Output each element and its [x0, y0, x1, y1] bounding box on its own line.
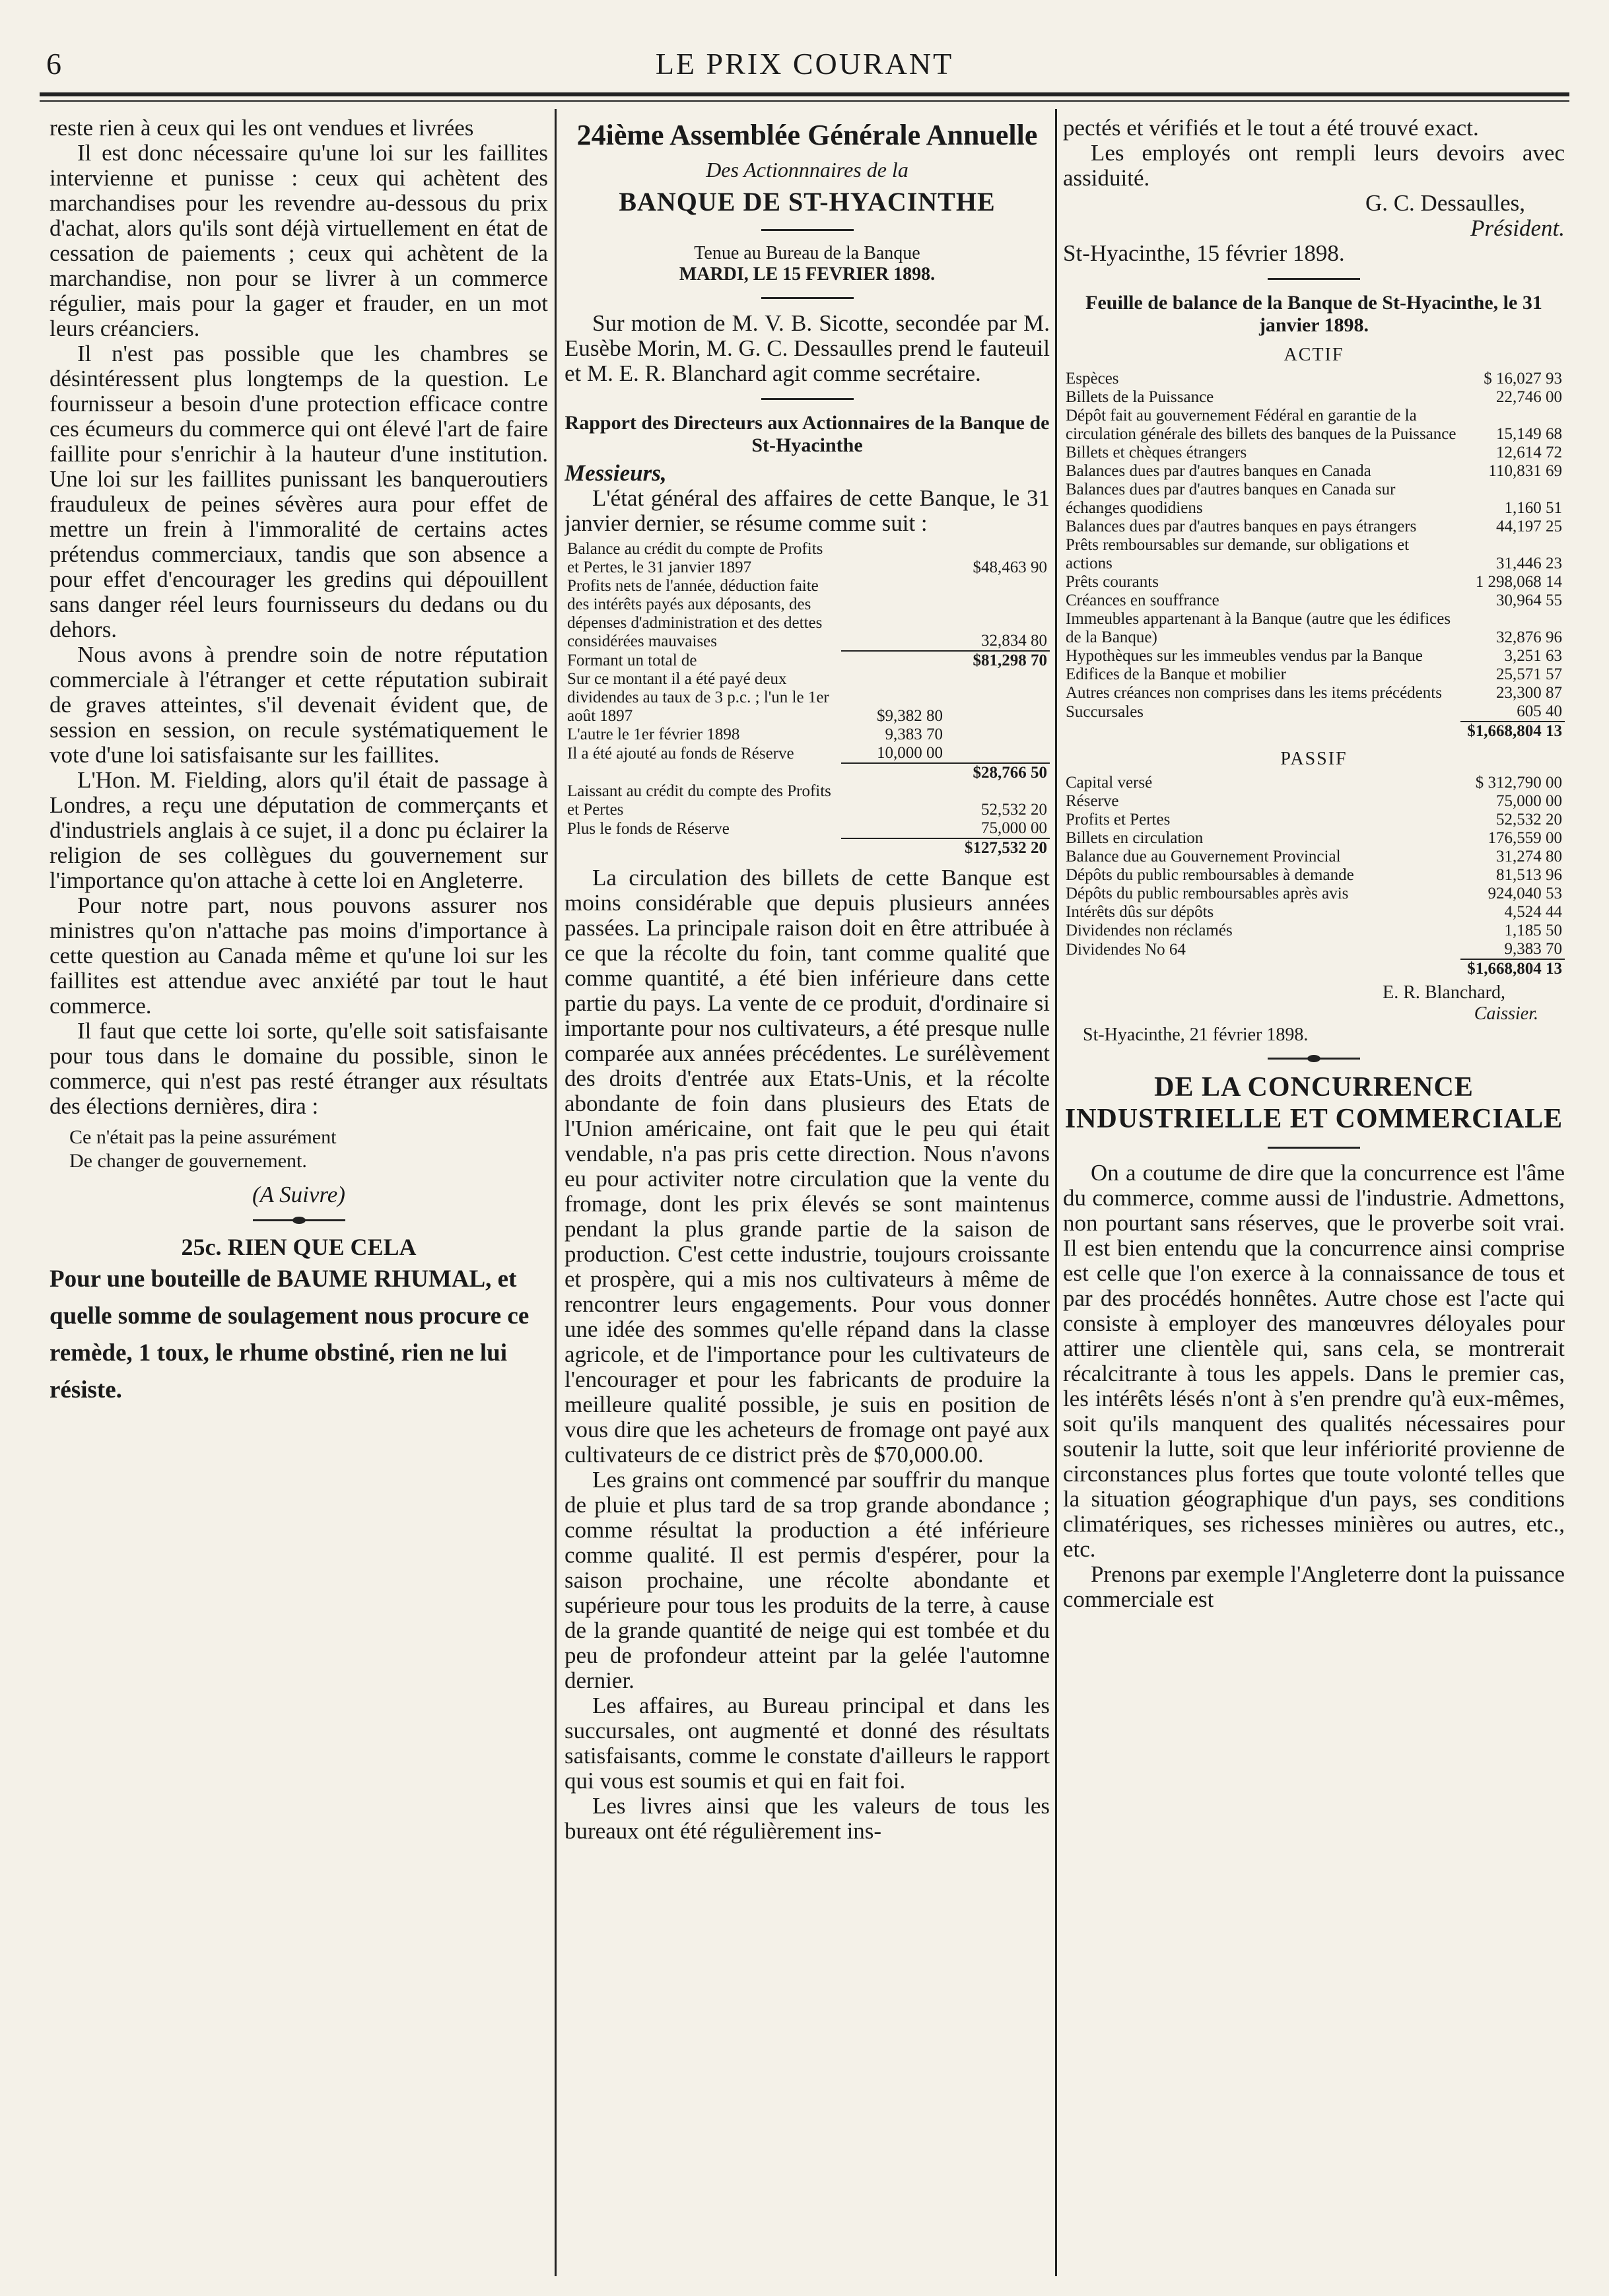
table-row: [1063, 829, 1565, 848]
paragraph: Prenons par exemple l'Angleterre dont la puissance commerciale est: [1063, 1561, 1565, 1612]
row-label: Espèces: [1066, 370, 1119, 388]
row-label: Hypothèques sur les immeubles vendus par la Banque: [1066, 647, 1423, 665]
assembly-subtitle: Des Actionnnaires de la: [706, 158, 908, 182]
table-row: [1063, 866, 1565, 885]
row-amount: 15,149 68: [1496, 425, 1562, 443]
row-amount: 1,160 51: [1504, 499, 1562, 517]
paragraph: pectés et vérifiés et le tout a été trouvé exact.: [1063, 116, 1479, 141]
row-subamount: [841, 763, 945, 782]
verse-line: Ce n'était pas la peine assurément: [69, 1126, 337, 1148]
row-amount: 1,185 50: [1504, 922, 1562, 939]
row-amount: 30,964 55: [1496, 591, 1562, 609]
table-row: [1063, 388, 1565, 407]
row-amount: 924,040 53: [1488, 885, 1562, 902]
table-row: [565, 838, 1050, 858]
cashier-date: St-Hyacinthe, 21 février 1898.: [1083, 1025, 1309, 1045]
row-amount: [945, 744, 1050, 763]
signature-name: G. C. Dessaulles,: [1365, 190, 1525, 216]
separator: [253, 1219, 345, 1221]
paragraph: Il faut que cette loi sorte, qu'elle soit satisfaisante pour tous dans le domaine du possible, sinon le commerce, qui n'est pas resté étranger aux résultats des élections dernières, dira :: [50, 1018, 548, 1119]
row-label: Capital versé: [1066, 774, 1153, 792]
total-label: [1063, 722, 1460, 741]
table-row: [1063, 702, 1565, 722]
row-label: Dépôts du public remboursables à demande: [1066, 866, 1354, 884]
total-label: [1063, 959, 1460, 978]
row-amount: 9,383 70: [1504, 940, 1562, 958]
table-row: [1063, 792, 1565, 811]
signature-title: Président.: [1470, 215, 1565, 241]
table-row: [1063, 885, 1565, 903]
assets-table: [1063, 370, 1565, 741]
table-row: [1063, 536, 1565, 573]
row-amount: 1 298,068 14: [1475, 573, 1562, 591]
column-right: [1063, 116, 1565, 2270]
row-label: Profits nets de l'année, déduction faite des intérêts payés aux déposants, des dépenses d'administration et des dettes considérées mauvaises: [567, 577, 823, 650]
row-label: Dividendes No 64: [1066, 941, 1186, 959]
cashier-title: Caissier.: [1474, 1003, 1538, 1024]
row-label: Laissant au crédit du compte des Profits et Pertes: [567, 782, 831, 819]
column-divider: [555, 109, 557, 2276]
row-label: Billets de la Puissance: [1066, 388, 1214, 406]
balance-sheet-title: Feuille de balance de la Banque de St-Hyacinthe, le 31 janvier 1898.: [1085, 292, 1542, 336]
separator: [1268, 1058, 1360, 1060]
table-row: [1063, 848, 1565, 866]
row-label: Dividendes non réclamés: [1066, 922, 1233, 939]
table-row: [1063, 370, 1565, 388]
column-left: [50, 116, 548, 2270]
salutation: Messieurs,: [565, 460, 667, 486]
cashier-name: E. R. Blanchard,: [1383, 982, 1505, 1003]
row-subamount: [841, 782, 945, 819]
row-amount: [945, 726, 1050, 744]
verse-line: De changer de gouvernement.: [69, 1150, 307, 1172]
row-amount: 75,000 00: [981, 819, 1047, 837]
row-amount: $28,766 50: [945, 763, 1050, 782]
row-label: Il a été ajouté au fonds de Réserve: [567, 745, 794, 762]
bank-name: BANQUE DE ST-HYACINTHE: [619, 187, 996, 217]
row-amount: 32,834 80: [981, 632, 1047, 650]
to-be-continued: (A Suivre): [252, 1182, 345, 1207]
row-amount: 12,614 72: [1496, 444, 1562, 461]
table-row: [565, 819, 1050, 838]
row-amount: 22,746 00: [1496, 388, 1562, 406]
row-amount: 110,831 69: [1488, 462, 1562, 480]
paragraph: Il n'est pas possible que les chambres se désintéressent plus longtemps de la question. Le fournisseur a besoin d'une protection efficace contre ces écumeurs du commerce qui ont élevé l'art de faire faillite pour s'enrichir à la hauteur d'une institution. Une loi sur les faillites punissant les banqueroutiers frauduleux de peines sévères aura pour effet de mettre un frein à l'immoralité de certains actes prétendus commerciaux, tandis que son absence a pour effet d'encourager les gredins qui dépouillent sans danger réel leurs fournisseurs du dedans ou du dehors.: [50, 341, 548, 642]
column-middle: [565, 116, 1050, 2270]
table-row: [1063, 591, 1565, 610]
paragraph: reste rien à ceux qui les ont vendues et livrées: [50, 116, 474, 141]
table-row: [1063, 684, 1565, 702]
table-row: [1063, 573, 1565, 591]
profit-loss-table: [565, 540, 1050, 858]
verse-quote: [69, 1126, 548, 1173]
row-amount: $81,298 70: [945, 651, 1050, 670]
separator: [761, 229, 854, 231]
table-row: [1063, 774, 1565, 792]
row-label: Balance due au Gouvernement Provincial: [1066, 848, 1341, 865]
article-title: DE LA CONCURRENCE INDUSTRIELLE ET COMMERCIALE: [1064, 1072, 1563, 1134]
row-label: Billets en circulation: [1066, 829, 1204, 847]
table-row: [1063, 407, 1565, 444]
total-row: [1063, 959, 1565, 978]
table-row: [1063, 481, 1565, 518]
row-amount: 52,532 20: [981, 801, 1047, 819]
ad-title: 25c. RIEN QUE CELA: [181, 1234, 417, 1260]
table-row: [1063, 462, 1565, 481]
row-label: Dépôts du public remboursables après avis: [1066, 885, 1349, 902]
table-row: [1063, 610, 1565, 647]
row-subamount: $9,382 80: [877, 707, 943, 725]
row-label: Billets et chèques étrangers: [1066, 444, 1247, 461]
header-rule: [40, 92, 1569, 96]
row-label: Balance au crédit du compte de Profits et Pertes, le 31 janvier 1897: [567, 540, 823, 576]
row-amount: 4,524 44: [1504, 903, 1562, 921]
signature-place: St-Hyacinthe, 15 février 1898.: [1063, 240, 1345, 266]
row-label: Formant un total de: [567, 652, 697, 669]
paragraph: La circulation des billets de cette Banque est moins considérable que depuis plusieurs années passées. La principale raison doit en être attribuée à ce que la récolte du foin, tant comme qualité que comme quantité, a été bien inférieure dans cette partie du pays. La vente de ce produit, d'ordinaire si importante pour nos cultivateurs, a été presque nulle comparée aux années précédentes. Le surélèvement des droits d'entrée aux Etats-Unis, et la récolte abondante de foin dans plusieurs des Etats de l'Union américaine, ont fait que le peu qui était vendable, n'a pas pris cette direction. Nous n'avons eu pour activiter notre circulation que la vente du fromage, dont les prix élevés se sont maintenus pendant la plus grande partie de la saison de production. C'est cette industrie, toujours croissante et prospère, qui a mis nos cultivateurs à même de rencontrer leurs engagements. Pour vous donner une idée des sommes qu'elle répand dans la classe agricole, et de l'importance pour les cultivateurs de l'encourager et pour les fabricants de produire la meilleure qualité possible, je suis en position de vous dire que les acheteurs de fromage ont payé aux cultivateurs de ce district près de $70,000.00.: [565, 865, 1050, 1468]
paragraph: Les employés ont rempli leurs devoirs avec assiduité.: [1063, 140, 1565, 191]
liabilities-heading: PASSIF: [1280, 749, 1348, 769]
row-amount: $ 312,790 00: [1475, 774, 1562, 792]
row-label: Créances en souffrance: [1066, 591, 1219, 609]
paragraph: L'Hon. M. Fielding, alors qu'il était de passage à Londres, a reçu une députation de commerçants et d'industriels anglais à ce sujet, il a donc pu éclairer la religion de ses collègues du gouvernement sur l'importance qu'on attache à cette loi en Angleterre.: [50, 767, 548, 893]
row-amount: 32,876 96: [1496, 628, 1562, 646]
row-label: Prêts courants: [1066, 573, 1159, 591]
row-label: Autres créances non comprises dans les items précédents: [1066, 684, 1442, 702]
table-row: [565, 670, 1050, 726]
row-amount: 75,000 00: [1496, 792, 1562, 810]
row-subamount: [841, 577, 945, 651]
table-row: [565, 782, 1050, 819]
row-amount: 31,274 80: [1496, 848, 1562, 865]
row-subamount: [841, 819, 945, 838]
ad-body: Pour une bouteille de BAUME RHUMAL, et quelle somme de soulagement nous procure ce remède, 1 toux, le rhume obstiné, rien ne lui résiste.: [50, 1266, 530, 1403]
row-amount: 3,251 63: [1504, 647, 1562, 665]
header-rule-thin: [40, 100, 1569, 102]
row-label: Profits et Pertes: [1066, 811, 1171, 828]
row-label: Balances dues par d'autres banques en Canada sur échanges quodidiens: [1066, 481, 1396, 517]
paragraph: Il est donc nécessaire qu'une loi sur les faillites intervienne et punisse : ceux qui achètent des marchandises pour les revendre au-dessous du prix d'achat, alors qu'ils sont déjà virtuellement en état de cessation de paiements ; ceux qui achètent de la marchandise, non pour se livrer à un commerce régulier, mais pour la gager et frauder, en un mot leurs créanciers.: [50, 140, 548, 341]
separator: [761, 398, 854, 400]
table-row: [1063, 922, 1565, 940]
newspaper-title: LE PRIX COURANT: [655, 47, 954, 81]
liabilities-table: [1063, 774, 1565, 978]
meeting-location: Tenue au Bureau de la Banque: [694, 243, 920, 263]
row-amount: 31,446 23: [1496, 555, 1562, 572]
table-row: [565, 763, 1050, 782]
total-row: [1063, 722, 1565, 741]
paragraph: Les affaires, au Bureau principal et dans les succursales, ont augmenté et donné des résultats satisfaisants, comme le constate d'ailleurs le rapport qui vous est soumis et qui en fait foi.: [565, 1693, 1050, 1794]
total-amount: $1,668,804 13: [1460, 959, 1565, 978]
table-row: [565, 744, 1050, 763]
row-amount: 23,300 87: [1496, 684, 1562, 702]
separator: [761, 297, 854, 299]
table-row: [1063, 647, 1565, 665]
row-subamount: [841, 651, 945, 670]
table-row: [565, 651, 1050, 670]
row-amount: $127,532 20: [945, 838, 1050, 858]
table-row: [1063, 665, 1565, 684]
row-amount: 52,532 20: [1496, 811, 1562, 828]
table-row: [565, 540, 1050, 577]
table-row: [1063, 811, 1565, 829]
table-row: [1063, 940, 1565, 959]
paragraph: Les grains ont commencé par souffrir du manque de pluie et plus tard de sa trop grande abondance ; comme résultat la production a été inférieure comme qualité. Il est permis d'espérer, pour la saison prochaine, une récolte abondante et supérieure pour tous les produits de la terre, à cause de la grande quantité de neige qui est tombée et du peu de profondeur atteint par la gelée l'automne dernier.: [565, 1467, 1050, 1693]
row-label: Succursales: [1066, 703, 1144, 721]
table-row: [1063, 903, 1565, 922]
paragraph: Nous avons à prendre soin de notre réputation commerciale à l'étranger et cette réputation subirait de graves atteintes, s'il devenait évident que, de session en session, on recule systématiquement le vote d'une loi satisfaisante sur les faillites.: [50, 642, 548, 768]
motion-paragraph: Sur motion de M. V. B. Sicotte, secondée par M. Eusèbe Morin, M. G. C. Dessaulles prend le fauteuil et M. E. R. Blanchard agit comme secrétaire.: [565, 310, 1050, 386]
row-label: Prêts remboursables sur demande, sur obligations et actions: [1066, 536, 1410, 572]
row-label: Edifices de la Banque et mobilier: [1066, 665, 1286, 683]
table-row: [1063, 518, 1565, 536]
report-title: Rapport des Directeurs aux Actionnaires de la Banque de St-Hyacinthe: [565, 412, 1050, 456]
row-label: Balances dues par d'autres banques en Canada: [1066, 462, 1371, 480]
separator: [1268, 278, 1360, 280]
row-amount: 605 40: [1517, 702, 1562, 720]
row-label: Dépôt fait au gouvernement Fédéral en garantie de la circulation générale des billets des banques de la Puissance: [1066, 407, 1456, 443]
row-amount: 44,197 25: [1496, 518, 1562, 535]
row-subamount: 9,383 70: [885, 726, 943, 743]
row-amount: 25,571 57: [1496, 665, 1562, 683]
assembly-title: 24ième Assemblée Générale Annuelle: [576, 119, 1038, 151]
row-label: [565, 763, 841, 782]
row-amount: 81,513 96: [1496, 866, 1562, 884]
row-subamount: [841, 838, 945, 858]
table-row: [1063, 444, 1565, 462]
row-subamount: [841, 540, 945, 577]
row-label: [565, 838, 841, 858]
column-divider: [1055, 109, 1057, 2276]
row-label: L'autre le 1er février 1898: [567, 726, 740, 743]
row-label: Réserve: [1066, 792, 1119, 810]
row-label: Balances dues par d'autres banques en pays étrangers: [1066, 518, 1417, 535]
page-number: 6: [46, 47, 61, 81]
paragraph: Les livres ainsi que les valeurs de tous les bureaux ont été régulièrement ins-: [565, 1793, 1050, 1844]
row-amount: 176,559 00: [1488, 829, 1562, 847]
table-row: [565, 577, 1050, 651]
report-intro: L'état général des affaires de cette Banque, le 31 janvier dernier, se résume comme suit :: [565, 485, 1050, 536]
paragraph: On a coutume de dire que la concurrence est l'âme du commerce, comme aussi de l'industrie. Admettons, non pourtant sans réserves, que le proverbe soit vrai. Il est bien entendu que la concurrence ainsi comprise est celle que l'on exerce à la connaissance de tous et par des procédés honnêtes. Autre chose est l'acte qui consiste à employer des manœuvres déloyales pour attirer une clientèle qui, sans cela, se montrerait récalcitrante à tous les appels. Dans le premier cas, les intérêts lésés n'ont à s'en prendre qu'à eux-mêmes, soit qu'ils manquent des qualités nécessaires pour soutenir la lutte, soit que leur infériorité provienne de circonstances plus fortes que toute volonté telles que la situation géographique d'un pays, ses conditions climatériques, ses richesses minières ou autres, etc., etc.: [1063, 1160, 1565, 1562]
row-subamount: 10,000 00: [877, 744, 943, 762]
row-label: Intérêts dûs sur dépôts: [1066, 903, 1214, 921]
row-amount: $48,463 90: [973, 558, 1047, 576]
meeting-date: MARDI, LE 15 FEVRIER 1898.: [679, 264, 936, 285]
paragraph: Pour notre part, nous pouvons assurer nos ministres qu'on n'attache pas moins d'importance à cette question au Canada même et qu'une loi sur les faillites est attendue avec anxiété par tout le haut commerce.: [50, 893, 548, 1019]
row-label: Plus le fonds de Réserve: [567, 820, 730, 838]
separator: [1268, 1147, 1360, 1149]
row-amount: $ 16,027 93: [1484, 370, 1562, 388]
assets-heading: ACTIF: [1284, 345, 1344, 365]
total-amount: $1,668,804 13: [1460, 722, 1565, 741]
row-label: Immeubles appartenant à la Banque (autre que les édifices de la Banque): [1066, 610, 1451, 646]
table-row: [565, 726, 1050, 744]
page-header: [40, 40, 1569, 92]
row-amount: [945, 670, 1050, 726]
row-label: Sur ce montant il a été payé deux dividendes au taux de 3 p.c. ; l'un le 1er août 1897: [567, 670, 829, 725]
